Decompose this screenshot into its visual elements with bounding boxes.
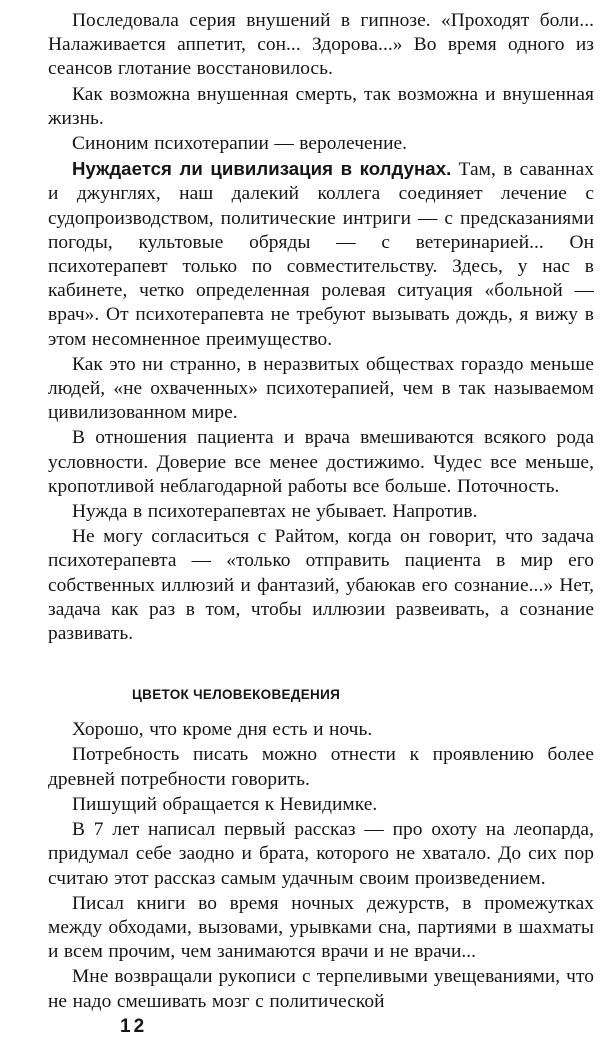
book-page xyxy=(48,9,594,1014)
paragraph: Потребность писать можно отнести к проявлению более древней потребности говорить. xyxy=(48,744,594,790)
paragraph: Синоним психотерапии — веролечение. xyxy=(72,133,408,155)
paragraph: В 7 лет написал первый рассказ — про охоту на леопарда, придумал себе заодно и брата, которого не хватало. До сих пор считаю этот рассказ самым удачным своим произведением. xyxy=(48,819,594,889)
paragraph-text: Там, в саваннах и джунглях, наш далекий коллега соединяет лечение с судопроизводством, политические интриги — с предсказаниями погоды, культовые обряды — с ветеринарией... Он психотерапевт только по совместительству. Здесь, у нас в кабинете, четко определенная ролевая ситуация «больной — врач». От психотерапевта не требуют вызывать дождь, я вижу в этом несомненное преимущество. xyxy=(48,159,594,350)
section-human-studies xyxy=(48,718,594,1013)
paragraph: В отношения пациента и врача вмешиваются всякого рода условности. Доверие все менее достижимо. Чудес все меньше, кропотливой неблагодарной работы все больше. Поточность. xyxy=(48,427,594,497)
paragraph: Писал книги во время ночных дежурств, в промежутках между обходами, вызовами, урывками сна, партиями в шахматы и всем прочим, чем занимаются врачи и не врачи... xyxy=(48,892,594,963)
paragraph: Как это ни странно, в неразвитых обществах гораздо меньше людей, «не охваченных» психотерапией, чем в так называемом цивилизованном мире. xyxy=(48,353,594,424)
paragraph: Не могу согласиться с Райтом, когда он говорит, что задача психотерапевта — «только отправить пациента в мир его собственных иллюзий и фантазий, убаюкав его сознание...» Нет, задача как раз в том, чтобы иллюзии развеивать, а сознание развивать. xyxy=(48,526,594,645)
section-psychotherapy xyxy=(48,9,594,646)
paragraph: Хорошо, что кроме дня есть и ночь. xyxy=(72,719,373,741)
section-heading: ЦВЕТОК ЧЕЛОВЕКОВЕДЕНИЯ xyxy=(132,687,341,703)
paragraph-lead-in: Нуждается ли цивилизация в колдунах. xyxy=(72,158,452,180)
paragraph: Пишущий обращается к Невидимке. xyxy=(72,793,378,815)
paragraph xyxy=(48,157,594,352)
paragraph: Последовала серия внушений в гипнозе. «Проходят боли... Налаживается аппетит, сон... Здорова...» Во время одного из сеансов глотание восстановилось. xyxy=(48,10,594,80)
paragraph: Как возможна внушенная смерть, так возможна и внушенная жизнь. xyxy=(48,83,594,129)
paragraph: Нужда в психотерапевтах не убывает. Напротив. xyxy=(72,501,478,523)
page-number: 12 xyxy=(120,1016,148,1037)
paragraph: Мне возвращали рукописи с терпеливыми увещеваниями, что не надо смешивать мозг с политической xyxy=(48,966,594,1012)
